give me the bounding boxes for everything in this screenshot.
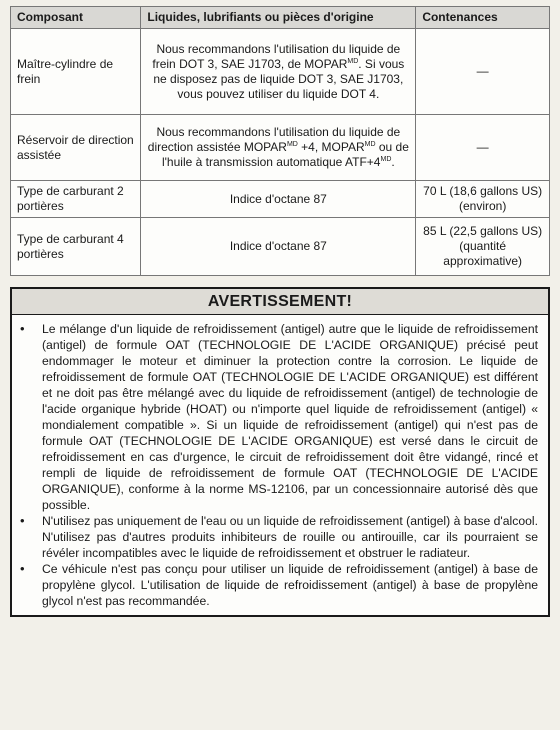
- row-capacity: 70 L (18,6 gallons US) (environ): [416, 181, 550, 218]
- row-component: Type de carburant 2 portières: [11, 181, 141, 218]
- row-capacity: 85 L (22,5 gallons US) (quantité approximative): [416, 218, 550, 276]
- row-capacity: —: [416, 115, 550, 181]
- warning-item-text: N'utilisez pas uniquement de l'eau ou un liquide de refroidissement (antigel) à base d'alcool. N'utilisez pas d'autres produits inhibiteurs de rouille ou antirouille, car ils pourraient se révéler incompatibles avec le liquide de refroidissement et obstruer le radiateur.: [42, 514, 538, 560]
- row-component: Maître-cylindre de frein: [11, 29, 141, 115]
- warning-box: [10, 287, 550, 617]
- fluids-capacities-page: [10, 6, 550, 276]
- header-component: Composant: [11, 7, 141, 29]
- table-header-row: [11, 7, 550, 29]
- bullet-icon: •: [20, 561, 25, 576]
- fluids-table: [10, 6, 550, 276]
- header-fluids: Liquides, lubrifiants ou pièces d'origine: [141, 7, 416, 29]
- row-fluid: Indice d'octane 87: [141, 218, 416, 276]
- warning-item-text: Ce véhicule n'est pas conçu pour utiliser un liquide de refroidissement (antigel) à base de propylène glycol. L'utilisation de liquide de refroidissement (antigel) à base de propylène glycol n'est pas recommandée.: [42, 562, 538, 608]
- list-item: [20, 513, 538, 561]
- table-row: [11, 29, 550, 115]
- list-item: [20, 561, 538, 609]
- bullet-icon: •: [20, 513, 25, 528]
- warning-title: AVERTISSEMENT!: [12, 289, 548, 315]
- row-fluid: Nous recommandons l'utilisation du liquide de direction assistée $MOPAR^{MD} +4$, $MOPAR^{MD}$ ou de l'huile à transmission automatique $ATF+4^{MD}$.: [141, 115, 416, 181]
- warning-list: [12, 315, 548, 615]
- row-fluid: Indice d'octane 87: [141, 181, 416, 218]
- header-capacity: Contenances: [416, 7, 550, 29]
- table-row: [11, 115, 550, 181]
- warning-item-text: Le mélange d'un liquide de refroidissement (antigel) autre que le liquide de refroidissement (antigel) de formule OAT (TECHNOLOGIE DE L'ACIDE ORGANIQUE) précisé peut endommager le moteur et diminuer la protection contre la corrosion. Le liquide de refroidissement de formule OAT (TECHNOLOGIE DE L'ACIDE ORGANIQUE) est différent et ne doit pas être mélangé avec du liquide de refroidissement (antigel) de technologie de l'acide organique hybride (HOAT) ou n'importe quel liquide de refroidissement (antigel) « mondialement compatible ». Si un liquide de refroidissement (antigel) qui n'est pas de formule OAT (TECHNOLOGIE DE L'ACIDE ORGANIQUE) est versé dans le circuit de refroidissement en cas d'urgence, le circuit de refroidissement doit être vidangé, rincé et rempli de liquide de refroidissement de formule OAT (TECHNOLOGIE DE L'ACIDE ORGANIQUE), conforme à la norme MS-12106, par un concessionnaire autorisé dès que possible.: [42, 322, 538, 512]
- bullet-icon: •: [20, 321, 25, 336]
- table-row: [11, 218, 550, 276]
- row-component: Réservoir de direction assistée: [11, 115, 141, 181]
- row-capacity: —: [416, 29, 550, 115]
- row-component: Type de carburant 4 portières: [11, 218, 141, 276]
- table-row: [11, 181, 550, 218]
- row-fluid: Nous recommandons l'utilisation du liquide de frein DOT 3, SAE J1703, de $MOPAR^{MD}$. Si vous ne disposez pas de liquide DOT 3, SAE J1703, vous pouvez utiliser du liquide DOT 4.: [141, 29, 416, 115]
- list-item: [20, 321, 538, 513]
